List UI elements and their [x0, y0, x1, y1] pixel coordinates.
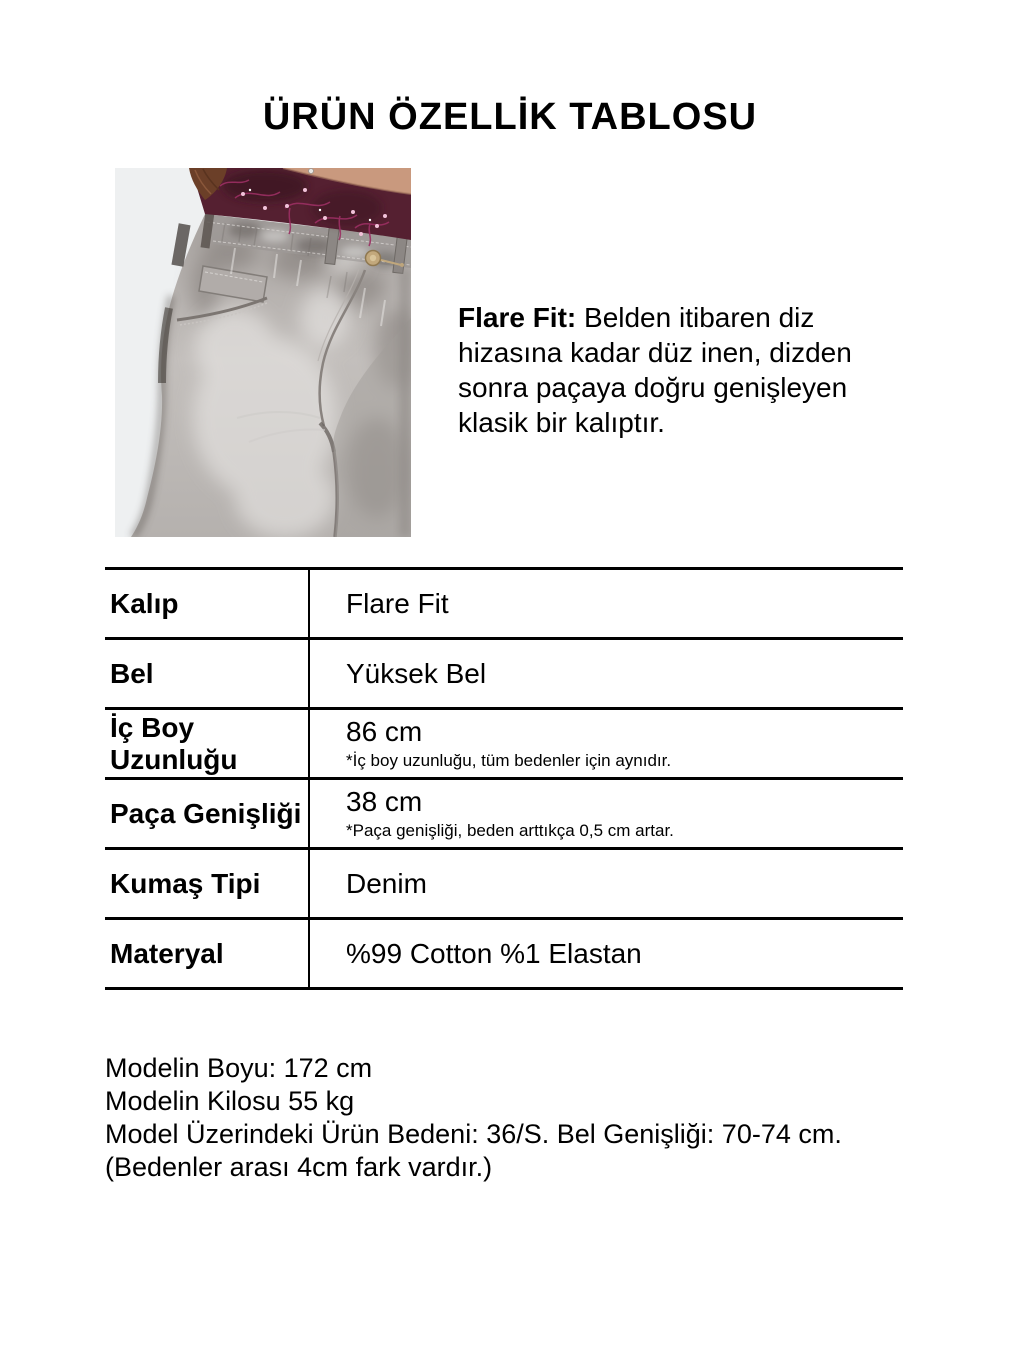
spec-note: *İç boy uzunluğu, tüm bedenler için aynıdır.: [346, 750, 672, 770]
spec-label: Kumaş Tipi: [110, 867, 261, 899]
spec-value-cell: [308, 780, 903, 847]
spec-value: 38 cm: [346, 785, 423, 817]
spec-label: Paça Genişliği: [110, 797, 302, 829]
product-photo-illustration: [115, 168, 411, 537]
table-column-divider: [308, 570, 310, 987]
page-title: ÜRÜN ÖZELLİK TABLOSU: [262, 96, 758, 138]
spec-value-cell: [308, 640, 903, 707]
spec-note: *Paça genişliği, beden arttıkça 0,5 cm artar.: [346, 820, 674, 840]
fit-description: [458, 300, 923, 440]
spec-row-materyal: [105, 920, 903, 987]
spec-value: Flare Fit: [346, 587, 449, 619]
spec-value: 86 cm: [346, 715, 423, 747]
model-size-info: Model Üzerindeki Ürün Bedeni: 36/S. Bel Genişliği: 70-74 cm. (Bedenler arası 4cm fark vardır.): [105, 1119, 842, 1182]
jeans-photo-svg: [115, 168, 411, 537]
spec-row-ic-boy-uzunlugu: [105, 710, 903, 780]
spec-value-cell: [308, 710, 903, 777]
model-weight: Modelin Kilosu 55 kg: [105, 1086, 355, 1116]
spec-value-cell: [308, 920, 903, 987]
spec-label: Materyal: [110, 937, 224, 969]
spec-table: [105, 567, 903, 990]
fit-description-label: Flare Fit:: [458, 302, 577, 333]
model-height: Modelin Boyu: 172 cm: [105, 1053, 373, 1083]
spec-value: Denim: [346, 867, 427, 899]
model-info: [105, 1052, 917, 1184]
spec-value-cell: [308, 850, 903, 917]
spec-row-kalip: [105, 570, 903, 640]
spec-label: Bel: [110, 657, 154, 689]
spec-label: İç Boy Uzunluğu: [110, 711, 238, 775]
fit-description-text: Belden itibaren diz hizasına kadar düz inen, dizden sonra paçaya doğru genişleyen klasik bir kalıptır.: [458, 302, 852, 438]
spec-value: Yüksek Bel: [346, 657, 487, 689]
spec-value-cell: [308, 570, 903, 637]
spec-row-kumas-tipi: [105, 850, 903, 920]
spec-label: Kalıp: [110, 587, 179, 619]
spec-value: %99 Cotton %1 Elastan: [346, 937, 642, 969]
spec-row-bel: [105, 640, 903, 710]
spec-row-paca-genisligi: [105, 780, 903, 850]
